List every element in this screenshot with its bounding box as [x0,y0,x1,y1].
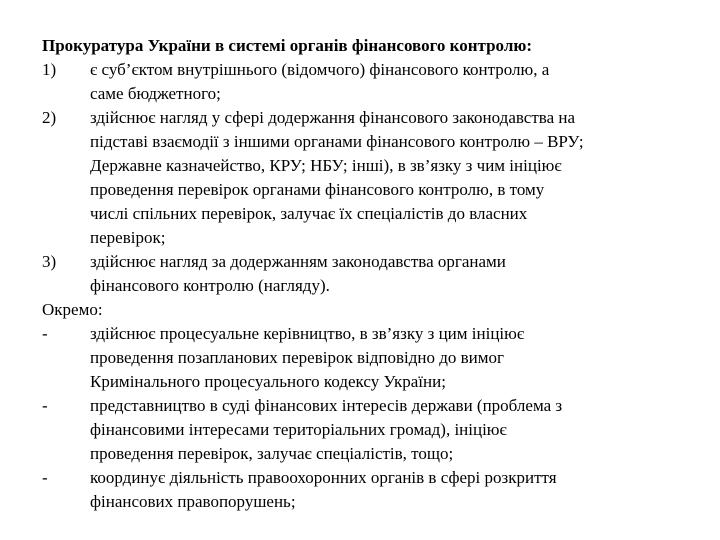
dash-item-3 [42,466,692,514]
dash-marker: - [42,396,48,415]
text-line: Кримінального процесуального кодексу України; [90,372,446,391]
numbered-item-1 [42,58,692,106]
dash-item-2 [42,394,692,466]
text-line: координує діяльність правоохоронних органів в сфері розкриття [90,468,557,487]
text-line: здійснює нагляд у сфері додержання фінансового законодавства на [90,108,576,127]
item-text [90,394,692,466]
text-line: здійснює процесуальне керівництво, в зв’язку з цим ініціює [90,324,525,343]
item-text [90,322,692,394]
separately-heading: Окремо: [42,300,103,319]
text-line: перевірок; [90,228,166,247]
document-body [42,34,692,514]
numbered-item-2 [42,106,692,250]
text-line: є суб’єктом внутрішнього (відомчого) фінансового контролю, а [90,60,550,79]
numbered-item-3 [42,250,692,298]
item-number: 2) [42,108,57,127]
dash-marker: - [42,468,48,487]
text-line: підставі взаємодії з іншими органами фінансового контролю – ВРУ; [90,132,584,151]
text-line: Державне казначейство, КРУ; НБУ; інші), в зв’язку з чим ініціює [90,156,562,175]
item-number: 1) [42,60,57,79]
text-line: представництво в суді фінансових інтересів держави (проблема з [90,396,563,415]
dash-marker: - [42,324,48,343]
text-line: фінансовими інтересами територіальних громад), ініціює [90,420,507,439]
item-number: 3) [42,252,57,271]
text-line: фінансового контролю (нагляду). [90,276,330,295]
item-text [90,58,692,106]
text-line: проведення перевірок, залучає спеціалістів, тощо; [90,444,454,463]
text-line: проведення перевірок органами фінансового контролю, в тому [90,180,545,199]
item-text [90,106,692,250]
text-line: числі спільних перевірок, залучає їх спеціалістів до власних [90,204,528,223]
text-line: проведення позапланових перевірок відповідно до вимог [90,348,504,367]
dash-item-1 [42,322,692,394]
document-title: Прокуратура України в системі органів фінансового контролю: [42,36,533,55]
text-line: саме бюджетного; [90,84,221,103]
text-line: здійснює нагляд за додержанням законодавства органами [90,252,506,271]
text-line: фінансових правопорушень; [90,492,296,511]
item-text [90,466,692,514]
item-text [90,250,692,298]
